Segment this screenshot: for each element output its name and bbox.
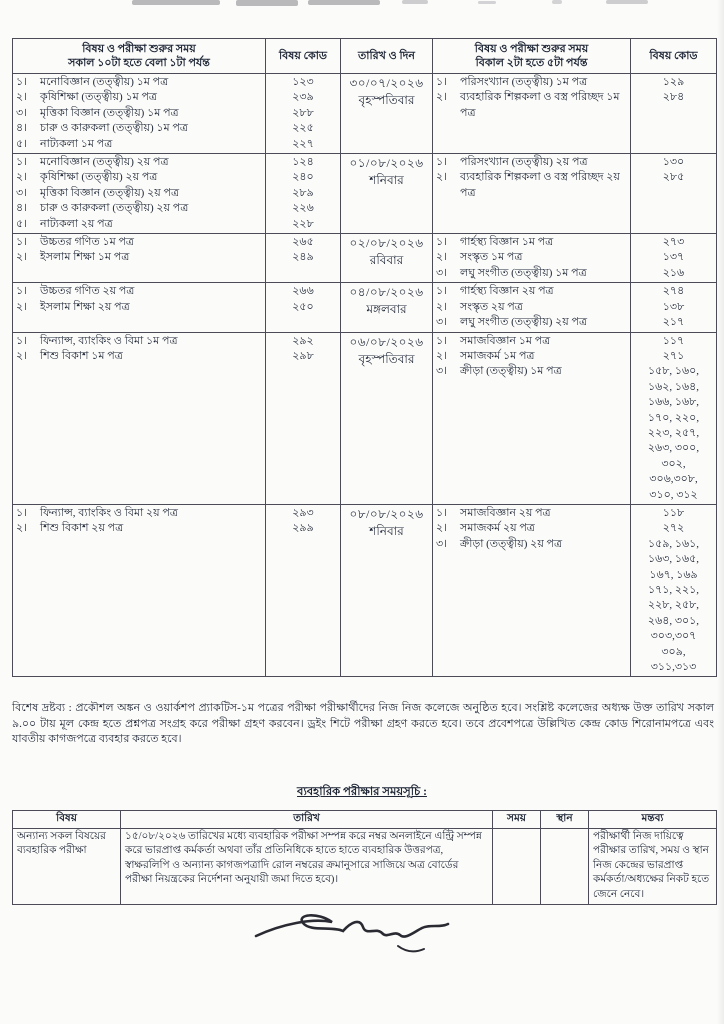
subject-name: ব্যবহারিক শিল্পকলা ও বস্ত্র পরিচ্ছদ ২য় পত্র bbox=[460, 171, 620, 199]
subject-serial: ৩। bbox=[436, 537, 448, 550]
exam-day: রবিবার bbox=[369, 253, 404, 268]
subject-code: ২২৫ bbox=[292, 122, 314, 135]
subject-code: ২২৮ bbox=[292, 217, 314, 230]
practical-header-row bbox=[13, 811, 717, 829]
subject-code-cell bbox=[631, 504, 717, 676]
subject-row bbox=[16, 284, 262, 299]
subject-name: সমাজবিজ্ঞান ১ম পত্র bbox=[460, 334, 551, 347]
practical-col-time: সময় bbox=[493, 811, 541, 829]
subject-name: শিশু বিকাশ ১ম পত্র bbox=[40, 349, 123, 362]
subject-name: কৃষিশিক্ষা (তত্ত্বীয়) ১ম পত্র bbox=[40, 91, 157, 104]
practical-section-title: ব্যবহারিক পরীক্ষার সময়সূচি : bbox=[297, 786, 427, 798]
subject-serial: ১। bbox=[16, 334, 28, 347]
subject-code: ২৭২ bbox=[662, 522, 685, 535]
subject-name: কৃষিশিক্ষা (তত্ত্বীয়) ২য় পত্র bbox=[40, 171, 158, 184]
subject-list-cell bbox=[13, 332, 266, 504]
subject-code: ২৫০ bbox=[292, 300, 314, 313]
schedule-block-row bbox=[13, 332, 717, 504]
date-day-cell bbox=[341, 504, 433, 676]
subject-code: ২৬৪, ৩০১, bbox=[647, 614, 700, 627]
practical-col-date: তারিখ bbox=[121, 811, 493, 829]
col-header-morning-subject bbox=[13, 39, 266, 74]
subject-code: ১৩৮ bbox=[662, 300, 685, 313]
subject-row bbox=[436, 235, 627, 250]
subject-code-cell bbox=[266, 504, 341, 676]
exam-date: ০৪/০৮/২০২৬ bbox=[349, 285, 424, 300]
subject-list-cell bbox=[433, 283, 631, 332]
subject-name: লঘু সংগীত (তত্ত্বীয়) ২য় পত্র bbox=[460, 316, 588, 329]
subject-list-cell bbox=[13, 154, 266, 234]
subject-code: ২৯৩ bbox=[292, 506, 314, 519]
subject-code: ৩০৬,৩০৮, bbox=[649, 473, 698, 486]
written-exam-table bbox=[12, 38, 717, 677]
subject-name: ফিন্যান্স, ব্যাংকিং ও বিমা ১ম পত্র bbox=[40, 334, 178, 347]
subject-code: ২১৬ bbox=[662, 266, 685, 279]
exam-date: ০৬/০৮/২০২৬ bbox=[349, 334, 424, 349]
subject-code: ২৯৯ bbox=[292, 522, 314, 535]
subject-row bbox=[16, 137, 262, 152]
subject-serial: ৩। bbox=[16, 186, 28, 199]
subject-serial: ২। bbox=[436, 522, 448, 535]
schedule-block-row bbox=[13, 234, 717, 283]
subject-row bbox=[436, 250, 627, 265]
practical-remarks-cell: পরীক্ষার্থী নিজ দায়িত্বে পরীক্ষার তারিখ, সময় ও স্থান নিজ কেন্দ্রের ভারপ্রাপ্ত কর্মকর্তা/অধ্যক্ষের নিকট হতে জেনে নেবে। bbox=[589, 828, 717, 904]
subject-row bbox=[436, 506, 627, 521]
exam-day: শনিবার bbox=[369, 523, 404, 538]
subject-code: ১২৪ bbox=[292, 156, 314, 169]
exam-date: ৩০/০৭/২০২৬ bbox=[349, 76, 424, 90]
subject-row bbox=[436, 90, 627, 121]
subject-name: মনোবিজ্ঞান (তত্ত্বীয়) ১ম পত্র bbox=[40, 76, 169, 88]
subject-serial: ৩। bbox=[436, 266, 448, 279]
subject-row bbox=[436, 537, 627, 552]
subject-list-cell bbox=[13, 234, 266, 283]
subject-code: ১৩৭ bbox=[662, 251, 685, 264]
subject-code-cell bbox=[266, 74, 341, 154]
morning-header-title: বিষয় ও পরীক্ষা শুরুর সময় bbox=[82, 43, 196, 55]
date-day-cell bbox=[341, 234, 433, 283]
exam-day: মঙ্গলবার bbox=[366, 302, 407, 317]
subject-serial: ১। bbox=[436, 76, 448, 88]
subject-serial: ২। bbox=[436, 171, 448, 184]
subject-code: ২৯৮ bbox=[292, 349, 314, 362]
practical-time-cell bbox=[493, 828, 541, 904]
subject-code-cell bbox=[266, 332, 341, 504]
subject-row bbox=[436, 300, 627, 315]
col-header-afternoon-subject bbox=[433, 39, 631, 74]
subject-serial: ২। bbox=[436, 251, 448, 264]
subject-serial: ৩। bbox=[16, 106, 28, 119]
subject-serial: ২। bbox=[16, 91, 28, 104]
afternoon-header-title: বিষয় ও পরীক্ষা শুরুর সময় bbox=[474, 43, 589, 55]
subject-code-cell bbox=[631, 74, 717, 154]
exam-day: বৃহস্পতিবার bbox=[358, 351, 415, 366]
subject-code: ৩০২, bbox=[661, 457, 686, 470]
subject-serial: ১। bbox=[16, 506, 28, 519]
subject-code-cell bbox=[266, 154, 341, 234]
practical-date-cell: ১৫/০৮/২০২৬ তারিখের মধ্যে ব্যবহারিক পরীক্ষা সম্পন্ন করে নম্বর অনলাইনে এন্ট্রি সম্পন্ন করে ভারপ্রাপ্ত কর্মকর্তা অথবা তাঁর প্রতিনিধিকে হাতে হাতে ব্যবহারিক উত্তরপত্র, স্বাক্ষরলিপি ও অন্যান্য কাগজপত্রাদি রোল নম্বরের ক্রমানুসারে সাজিয়ে অত্র বোর্ডের পরীক্ষা নিয়ন্ত্রকের নির্দেশনা অনুযায়ী জমা দিতে হবে)। bbox=[121, 828, 493, 904]
subject-row bbox=[436, 315, 627, 330]
subject-name: পরিসংখ্যান (তত্ত্বীয়) ২য় পত্র bbox=[460, 156, 588, 169]
subject-row bbox=[16, 186, 262, 201]
special-note: বিশেষ দ্রষ্টব্য : প্রকৌশল অঙ্কন ও ওয়ার্কশপ প্র্যাকটিস-১ম পত্রের পরীক্ষা পরীক্ষার্থীদের নিজ নিজ কলেজে অনুষ্ঠিত হবে। সংশ্লিষ্ট কলেজের অধ্যক্ষ উক্ত তারিখ সকাল ৯.০০ টায় মূল কেন্দ্র হতে প্রশ্নপত্র সংগ্রহ করে পরীক্ষা গ্রহণ করবেন। ড্রইং শিটে পরীক্ষা গ্রহণ করতে হবে। তবে প্রবেশপত্রে উল্লিখিত কেন্দ্র কোড শিরোনামপত্রে এবং যাবতীয় কাগজপত্রে ব্যবহার করতে হবে। bbox=[12, 702, 714, 745]
schedule-block-row bbox=[13, 74, 717, 154]
subject-serial: ২। bbox=[436, 300, 448, 313]
subject-name: সমাজবিজ্ঞান ২য় পত্র bbox=[460, 506, 551, 519]
subject-code: ১১৭ bbox=[662, 334, 685, 347]
subject-code: ১৫৮, ১৬০, bbox=[647, 365, 700, 378]
practical-exam-table bbox=[12, 810, 717, 905]
subject-name: নাট্যকলা ২য় পত্র bbox=[40, 217, 113, 230]
morning-header-sub: সকাল ১০টা হতে বেলা ১টা পর্যন্ত bbox=[68, 57, 210, 69]
subject-code: ১৭০, ২২০, bbox=[647, 411, 700, 424]
subject-code: ২৬৫ bbox=[292, 236, 314, 249]
exam-date: ০৮/০৮/২০২৬ bbox=[349, 506, 424, 521]
subject-code: ২৬৩, ৩০০, bbox=[647, 442, 700, 455]
subject-row bbox=[16, 235, 262, 250]
subject-name: শিশু বিকাশ ২য় পত্র bbox=[40, 522, 124, 535]
subject-code: ১৩০ bbox=[662, 156, 685, 169]
scan-edge-shade bbox=[717, 0, 724, 1024]
subject-row bbox=[16, 90, 262, 105]
practical-place-cell bbox=[541, 828, 589, 904]
subject-name: ক্রীড়া (তত্ত্বীয়) ২য় পত্র bbox=[460, 537, 563, 550]
subject-list-cell bbox=[433, 154, 631, 234]
date-day-cell bbox=[341, 74, 433, 154]
subject-row bbox=[436, 334, 627, 349]
subject-code-cell bbox=[631, 234, 717, 283]
practical-col-remarks: মন্তব্য bbox=[589, 811, 717, 829]
subject-row bbox=[16, 121, 262, 136]
subject-code: ১৫৯, ১৬১, bbox=[647, 537, 700, 550]
subject-code: ২৭৩ bbox=[662, 236, 685, 249]
subject-row bbox=[16, 170, 262, 185]
exam-day: বৃহস্পতিবার bbox=[358, 93, 415, 107]
exam-date: ০২/০৮/২০২৬ bbox=[349, 236, 424, 251]
subject-serial: ২। bbox=[16, 251, 28, 264]
subject-code: ২৮৯ bbox=[292, 186, 314, 199]
subject-name: ব্যবহারিক শিল্পকলা ও বস্ত্র পরিচ্ছদ ১ম পত্র bbox=[460, 91, 620, 119]
subject-row bbox=[16, 75, 262, 90]
subject-code-cell bbox=[631, 283, 717, 332]
subject-name: চারু ও কারুকলা (তত্ত্বীয়) ২য় পত্র bbox=[40, 202, 189, 215]
subject-name: সমাজকর্ম ১ম পত্র bbox=[460, 349, 535, 362]
col-header-subject-code-left: বিষয় কোড bbox=[266, 39, 341, 74]
subject-code: ২২৬ bbox=[292, 202, 314, 215]
subject-serial: ৩। bbox=[436, 316, 448, 329]
subject-serial: ১। bbox=[16, 76, 28, 88]
subject-serial: ২। bbox=[16, 522, 28, 535]
subject-serial: ১। bbox=[436, 236, 448, 249]
subject-serial: ১। bbox=[436, 506, 448, 519]
subject-code: ২৪৯ bbox=[292, 251, 314, 264]
subject-row bbox=[16, 201, 262, 216]
subject-name: ইসলাম শিক্ষা ২য় পত্র bbox=[40, 300, 130, 313]
subject-list-cell bbox=[433, 332, 631, 504]
subject-code: ২২৮, ২৫৮, bbox=[647, 599, 700, 612]
subject-code: ২৭৪ bbox=[662, 285, 685, 298]
subject-row bbox=[16, 349, 262, 364]
signature bbox=[248, 902, 458, 962]
subject-code: ২৮৪ bbox=[662, 91, 685, 104]
subject-code: ২৮৮ bbox=[292, 106, 314, 119]
schedule-block-row bbox=[13, 504, 717, 676]
subject-name: ইসলাম শিক্ষা ১ম পত্র bbox=[40, 251, 130, 264]
subject-code: ২৮৫ bbox=[662, 171, 685, 184]
subject-serial: ৫। bbox=[16, 217, 28, 230]
subject-name: মৃত্তিকা বিজ্ঞান (তত্ত্বীয়) ১ম পত্র bbox=[40, 106, 179, 119]
subject-serial: ২। bbox=[436, 91, 448, 104]
subject-code-cell bbox=[266, 234, 341, 283]
subject-name: সংস্কৃত ১ম পত্র bbox=[460, 251, 523, 264]
subject-row bbox=[436, 364, 627, 379]
date-day-cell bbox=[341, 283, 433, 332]
subject-serial: ১। bbox=[436, 156, 448, 169]
subject-serial: ১। bbox=[16, 285, 28, 298]
subject-name: গার্হস্থ্য বিজ্ঞান ২য় পত্র bbox=[460, 285, 554, 298]
subject-list-cell bbox=[433, 234, 631, 283]
subject-name: উচ্চতর গণিত ১ম পত্র bbox=[40, 236, 135, 249]
subject-code: ৩১১,৩১৩ bbox=[650, 661, 697, 674]
subject-name: সমাজকর্ম ২য় পত্র bbox=[460, 522, 535, 535]
subject-row bbox=[436, 521, 627, 536]
subject-code: ১৬৩, ১৬৫, bbox=[647, 553, 700, 566]
subject-name: পরিসংখ্যান (তত্ত্বীয়) ১ম পত্র bbox=[460, 76, 588, 88]
subject-row bbox=[436, 266, 627, 281]
subject-code: ১৭১, ২২১, bbox=[647, 584, 700, 596]
subject-code-cell bbox=[266, 283, 341, 332]
subject-row bbox=[16, 334, 262, 349]
practical-subject-cell: অন্যান্য সকল বিষয়ের ব্যবহারিক পরীক্ষা bbox=[13, 828, 121, 904]
subject-name: নাট্যকলা ১ম পত্র bbox=[40, 137, 113, 150]
subject-name: সংস্কৃত ২য় পত্র bbox=[460, 300, 523, 313]
subject-row bbox=[436, 170, 627, 201]
col-header-subject-code-right: বিষয় কোড bbox=[631, 39, 717, 74]
subject-code-cell bbox=[631, 154, 717, 234]
exam-day: শনিবার bbox=[369, 173, 404, 188]
schedule-block-row bbox=[13, 283, 717, 332]
subject-code: ২৭১ bbox=[662, 349, 685, 362]
subject-row bbox=[16, 506, 262, 521]
subject-name: ক্রীড়া (তত্ত্বীয়) ১ম পত্র bbox=[460, 365, 562, 378]
subject-code: ২৬৬ bbox=[292, 285, 314, 298]
subject-row bbox=[436, 155, 627, 170]
subject-serial: ৫। bbox=[16, 137, 28, 150]
subject-name: মৃত্তিকা বিজ্ঞান (তত্ত্বীয়) ২য় পত্র bbox=[40, 186, 180, 199]
date-day-cell bbox=[341, 332, 433, 504]
subject-serial: ২। bbox=[16, 171, 28, 184]
main-table-header-row bbox=[13, 39, 717, 74]
col-header-date-day: তারিখ ও দিন bbox=[341, 39, 433, 74]
subject-serial: ৩। bbox=[436, 365, 448, 378]
subject-serial: ৪। bbox=[16, 122, 28, 135]
subject-list-cell bbox=[433, 504, 631, 676]
subject-serial: ২। bbox=[16, 300, 28, 313]
practical-col-subject: বিষয় bbox=[13, 811, 121, 829]
subject-row bbox=[16, 106, 262, 121]
subject-code: ৩০৩,৩০৭ bbox=[650, 630, 697, 643]
afternoon-header-sub: বিকাল ২টা হতে ৫টা পর্যন্ত bbox=[475, 57, 588, 69]
subject-serial: ২। bbox=[16, 349, 28, 362]
practical-data-row bbox=[13, 828, 717, 904]
subject-code: ৩০৯, bbox=[661, 645, 686, 658]
subject-row bbox=[436, 284, 627, 299]
subject-name: গার্হস্থ্য বিজ্ঞান ১ম পত্র bbox=[460, 236, 554, 249]
subject-serial: ২। bbox=[436, 349, 448, 362]
date-day-cell bbox=[341, 154, 433, 234]
practical-col-place: স্থান bbox=[541, 811, 589, 829]
subject-code: ১১৮ bbox=[662, 506, 685, 519]
subject-row bbox=[16, 217, 262, 232]
subject-serial: ১। bbox=[436, 334, 448, 347]
subject-name: উচ্চতর গণিত ২য় পত্র bbox=[40, 285, 135, 298]
subject-code: ২৩৯ bbox=[292, 91, 314, 104]
subject-code: ১২৯ bbox=[662, 76, 685, 88]
subject-list-cell bbox=[13, 283, 266, 332]
subject-code: ২৪০ bbox=[292, 171, 314, 184]
subject-code-cell bbox=[631, 332, 717, 504]
exam-date: ০১/০৮/২০২৬ bbox=[349, 156, 424, 171]
subject-code: ২১৭ bbox=[662, 316, 685, 329]
subject-list-cell bbox=[13, 504, 266, 676]
subject-code: ২৯২ bbox=[292, 334, 314, 347]
subject-code: ২২৭ bbox=[292, 137, 314, 150]
subject-name: ফিন্যান্স, ব্যাংকিং ও বিমা ২য় পত্র bbox=[40, 506, 178, 519]
subject-serial: ১। bbox=[16, 236, 28, 249]
subject-serial: ১। bbox=[436, 285, 448, 298]
subject-row bbox=[16, 155, 262, 170]
subject-list-cell bbox=[433, 74, 631, 154]
subject-row bbox=[16, 250, 262, 265]
subject-row bbox=[436, 349, 627, 364]
subject-name: লঘু সংগীত (তত্ত্বীয়) ১ম পত্র bbox=[460, 266, 587, 279]
subject-code: ১৬৬, ১৬৮, bbox=[647, 396, 700, 409]
subject-row bbox=[16, 521, 262, 536]
subject-row bbox=[16, 300, 262, 315]
subject-serial: ১। bbox=[16, 156, 28, 169]
subject-code: ১৬২, ১৬৪, bbox=[647, 380, 700, 393]
subject-code: ৩১০, ৩১২ bbox=[649, 488, 698, 501]
subject-list-cell bbox=[13, 74, 266, 154]
subject-code: ১২৩ bbox=[292, 76, 314, 88]
subject-serial: ৪। bbox=[16, 202, 28, 215]
schedule-block-row bbox=[13, 154, 717, 234]
subject-name: মনোবিজ্ঞান (তত্ত্বীয়) ২য় পত্র bbox=[40, 156, 169, 169]
subject-code: ১৬৭, ১৬৯ bbox=[649, 568, 698, 581]
subject-name: চারু ও কারুকলা (তত্ত্বীয়) ১ম পত্র bbox=[40, 122, 188, 135]
subject-row bbox=[436, 75, 627, 90]
subject-code: ২২৩, ২৫৭, bbox=[647, 426, 700, 439]
